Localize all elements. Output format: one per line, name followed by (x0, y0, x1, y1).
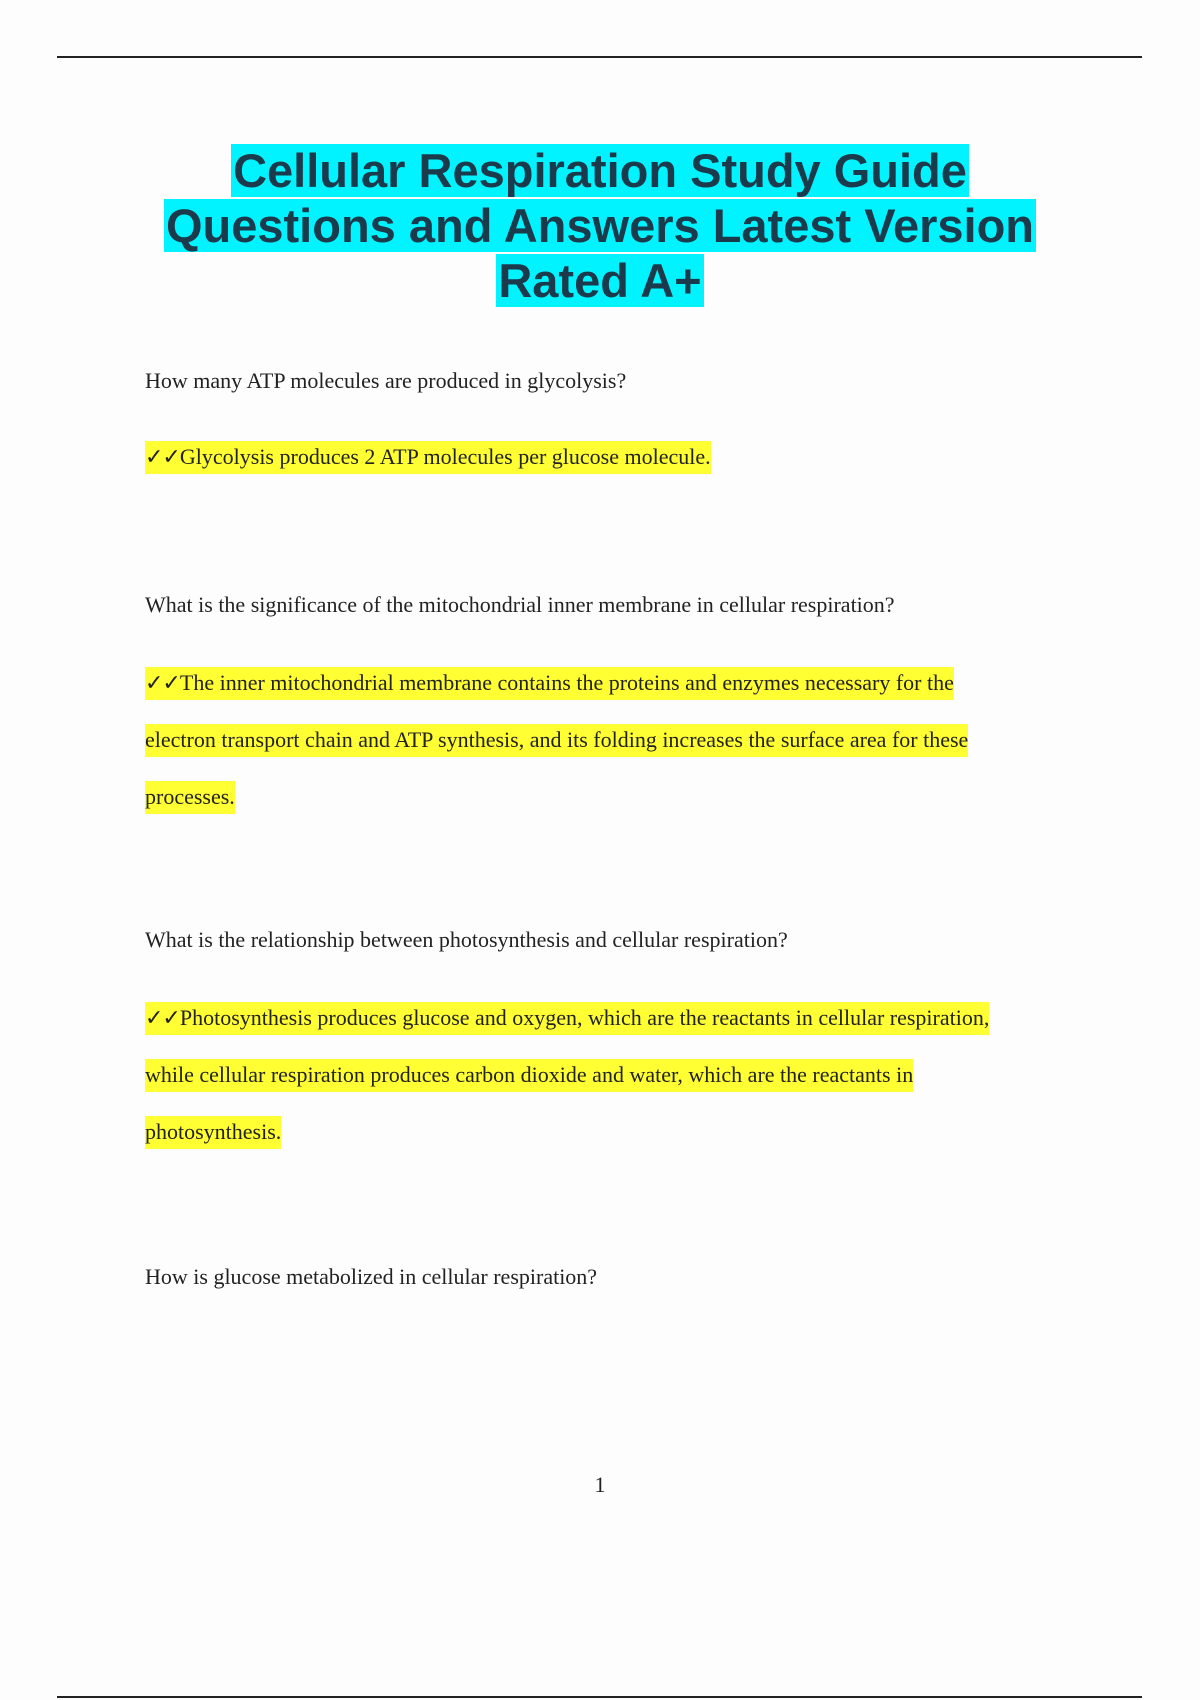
question-4: How is glucose metabolized in cellular respiration? (145, 1264, 598, 1289)
question-2: What is the significance of the mitochondrial inner membrane in cellular respiration? (145, 592, 895, 617)
answer-3-line-1: Photosynthesis produces glucose and oxygen, which are the reactants in cellular respiration, (179, 1005, 990, 1030)
question-3: What is the relationship between photosynthesis and cellular respiration? (145, 927, 788, 952)
answer-2 (145, 654, 1105, 825)
check-icon: ✓✓ (145, 670, 180, 695)
title-line-2: Questions and Answers Latest Version (165, 199, 1034, 252)
answer-2-line-2: electron transport chain and ATP synthesis, and its folding increases the surface area for these (145, 724, 968, 757)
answer-1 (145, 428, 1105, 485)
answer-3-line-3: photosynthesis. (145, 1116, 281, 1149)
answer-3-line-2: while cellular respiration produces carbon dioxide and water, which are the reactants in (145, 1059, 913, 1092)
top-rule (57, 56, 1142, 58)
question-1: How many ATP molecules are produced in glycolysis? (145, 368, 627, 393)
answer-3 (145, 989, 1105, 1160)
title-line-3: Rated A+ (498, 254, 702, 307)
page-number: 1 (594, 1472, 606, 1497)
check-icon: ✓✓ (145, 1005, 180, 1030)
title-line-1: Cellular Respiration Study Guide (233, 144, 967, 197)
bottom-rule (57, 1696, 1142, 1698)
answer-2-line-3: processes. (145, 781, 235, 814)
document-title (0, 143, 1200, 308)
check-icon: ✓✓ (145, 444, 180, 469)
answer-2-line-1: The inner mitochondrial membrane contains the proteins and enzymes necessary for the (179, 670, 954, 695)
answer-1-text: Glycolysis produces 2 ATP molecules per glucose molecule. (179, 444, 711, 469)
